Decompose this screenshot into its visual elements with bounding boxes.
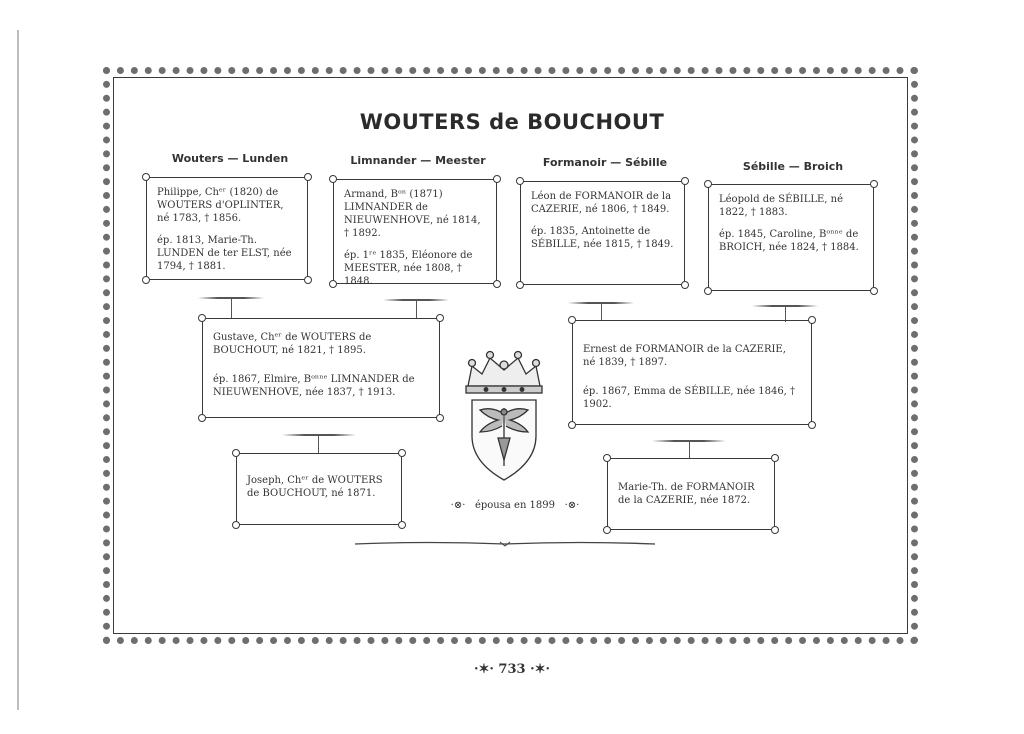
coat-of-arms-icon <box>458 348 550 484</box>
connector-line <box>318 435 319 453</box>
column-heading-sebille-broich: Sébille — Broich <box>742 160 844 173</box>
person-spouse: ép. 1835, Antoinette de SÉBILLE, née 1815, † 1849. <box>531 226 674 250</box>
person-box-philippe <box>146 177 308 280</box>
column-heading-formanoir-sebille: Formanoir — Sébille <box>542 156 668 169</box>
marriage-text: épousa en 1899 <box>474 500 556 511</box>
ornament-icon: ·⊗· <box>564 500 580 511</box>
connector-line <box>416 300 417 318</box>
person-spouse: ép. 1867, Elmire, Bᵒⁿⁿᵉ LIMNANDER de NIEUWENHOVE, née 1837, † 1913. <box>213 374 415 398</box>
person-name: Marie-Th. de FORMANOIR de la CAZERIE, née 1872. <box>618 482 755 506</box>
person-name: Léon de FORMANOIR de la CAZERIE, né 1806, † 1849. <box>531 191 672 215</box>
person-box-leopold <box>708 184 874 291</box>
person-box-joseph <box>236 453 402 525</box>
person-box-gustave <box>202 318 440 418</box>
column-heading-limnander-meester: Limnander — Meester <box>350 154 486 167</box>
bottom-swash-ornament <box>355 540 655 548</box>
page-number <box>0 662 1024 677</box>
page-title: WOUTERS de BOUCHOUT <box>359 110 665 134</box>
person-name: Joseph, Chᵉʳ de WOUTERS de BOUCHOUT, né 1871. <box>247 475 383 499</box>
person-name: Léopold de SÉBILLE, né 1822, † 1883. <box>719 194 844 218</box>
connector-line <box>689 441 690 458</box>
marriage-note <box>430 500 600 511</box>
connector-line <box>601 303 602 320</box>
person-box-marie-th <box>607 458 775 530</box>
person-name: Armand, Bᵒⁿ (1871) LIMNANDER de NIEUWENHOVE, né 1814, † 1892. <box>344 189 481 239</box>
person-box-ernest <box>572 320 812 425</box>
page-number-value: 733 <box>498 662 526 677</box>
page-number-ornament-icon: ·✶· <box>530 662 551 677</box>
page-number-ornament-icon: ·✶· <box>473 662 494 677</box>
person-name: Ernest de FORMANOIR de la CAZERIE, né 1839, † 1897. <box>583 344 786 368</box>
person-box-armand <box>333 179 497 287</box>
person-box-leon <box>520 181 685 285</box>
person-name: Philippe, Chᵉʳ (1820) de WOUTERS d'OPLINTER, né 1783, † 1856. <box>157 187 284 224</box>
column-heading-wouters-lunden: Wouters — Lunden <box>171 152 289 165</box>
person-spouse: ép. 1867, Emma de SÉBILLE, née 1846, † 1902. <box>583 386 796 410</box>
person-spouse: ép. 1813, Marie-Th. LUNDEN de ter ELST, née 1794, † 1881. <box>157 235 292 272</box>
connector-line <box>231 298 232 318</box>
person-name: Gustave, Chᵉʳ de WOUTERS de BOUCHOUT, né 1821, † 1895. <box>213 332 372 356</box>
person-spouse: ép. 1845, Caroline, Bᵒⁿⁿᵉ de BROICH, née 1824, † 1884. <box>719 229 859 253</box>
person-spouse: ép. 1ʳᵉ 1835, Eléonore de MEESTER, née 1808, † 1848. <box>344 250 473 287</box>
connector-swash <box>282 434 356 436</box>
ornament-icon: ·⊗· <box>450 500 466 511</box>
